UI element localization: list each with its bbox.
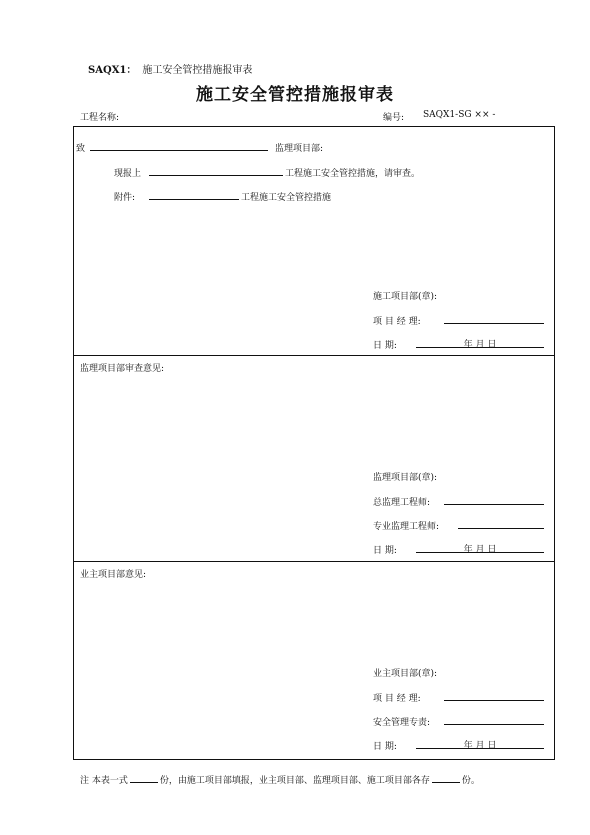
footer-part2: 份，由施工项目部填报，业主项目部、监理项目部、施工项目部各存 — [159, 776, 430, 786]
number-label: 编号: — [383, 113, 405, 123]
report-prefix: 现报上 — [114, 169, 142, 179]
copies-each-field[interactable] — [432, 772, 460, 783]
footer-note — [80, 772, 480, 786]
owner-opinion-heading: 业主项目部意见: — [80, 570, 147, 580]
owner-manager-signature-field[interactable] — [444, 690, 544, 701]
date-field[interactable]: 年 月 日 — [416, 542, 544, 553]
form-code — [88, 61, 252, 76]
project-manager-signature-field[interactable] — [444, 313, 544, 324]
project-name-label: 工程名称: — [80, 113, 120, 123]
date-label: 日 期: — [373, 546, 397, 556]
safety-officer-label: 安全管理专责: — [373, 718, 431, 728]
attachment-suffix: 工程施工安全管控措施 — [241, 193, 332, 203]
construction-dept-stamp-label: 施工项目部(章): — [373, 292, 438, 302]
safety-officer-signature-field[interactable] — [444, 714, 544, 725]
number-value: SAQX1-SG ×× - — [423, 110, 496, 120]
chief-engineer-signature-field[interactable] — [444, 494, 544, 505]
date-field[interactable]: 年 月 日 — [416, 337, 544, 348]
chief-engineer-label: 总监理工程师: — [373, 498, 431, 508]
copies-total-field[interactable] — [130, 772, 158, 783]
form-table — [73, 126, 555, 760]
date-label: 日 期: — [373, 341, 397, 351]
construction-section — [74, 127, 554, 355]
to-label: 致 — [76, 144, 86, 154]
report-suffix: 工程施工安全管控措施，请审查。 — [285, 169, 421, 179]
owner-dept-stamp-label: 业主项目部(章): — [373, 669, 438, 679]
attachment-label: 附件: — [114, 193, 136, 203]
owner-project-manager-label: 项 目 经 理: — [373, 694, 421, 704]
attachment-field[interactable] — [149, 189, 239, 200]
date-label: 日 期: — [373, 742, 397, 752]
supervision-opinion-heading: 监理项目部审查意见: — [80, 364, 165, 374]
supervision-dept-label: 监理项目部: — [275, 144, 324, 154]
recipient-field[interactable] — [90, 140, 268, 151]
date-field[interactable]: 年 月 日 — [416, 738, 544, 749]
page-title: 施工安全管控措施报审表 — [196, 85, 394, 105]
specialist-engineer-signature-field[interactable] — [458, 518, 544, 529]
form-code-id: SAQX1： — [88, 65, 137, 76]
footer-part3: 份。 — [461, 776, 480, 786]
form-code-title: 施工安全管控措施报审表 — [142, 65, 253, 76]
project-field[interactable] — [149, 165, 283, 176]
owner-section — [74, 561, 554, 759]
project-manager-label: 项 目 经 理: — [373, 317, 421, 327]
footer-part1: 注 本表一式 — [80, 776, 128, 786]
supervision-section — [74, 355, 554, 561]
specialist-engineer-label: 专业监理工程师: — [373, 522, 440, 532]
supervision-dept-stamp-label: 监理项目部(章): — [373, 473, 438, 483]
